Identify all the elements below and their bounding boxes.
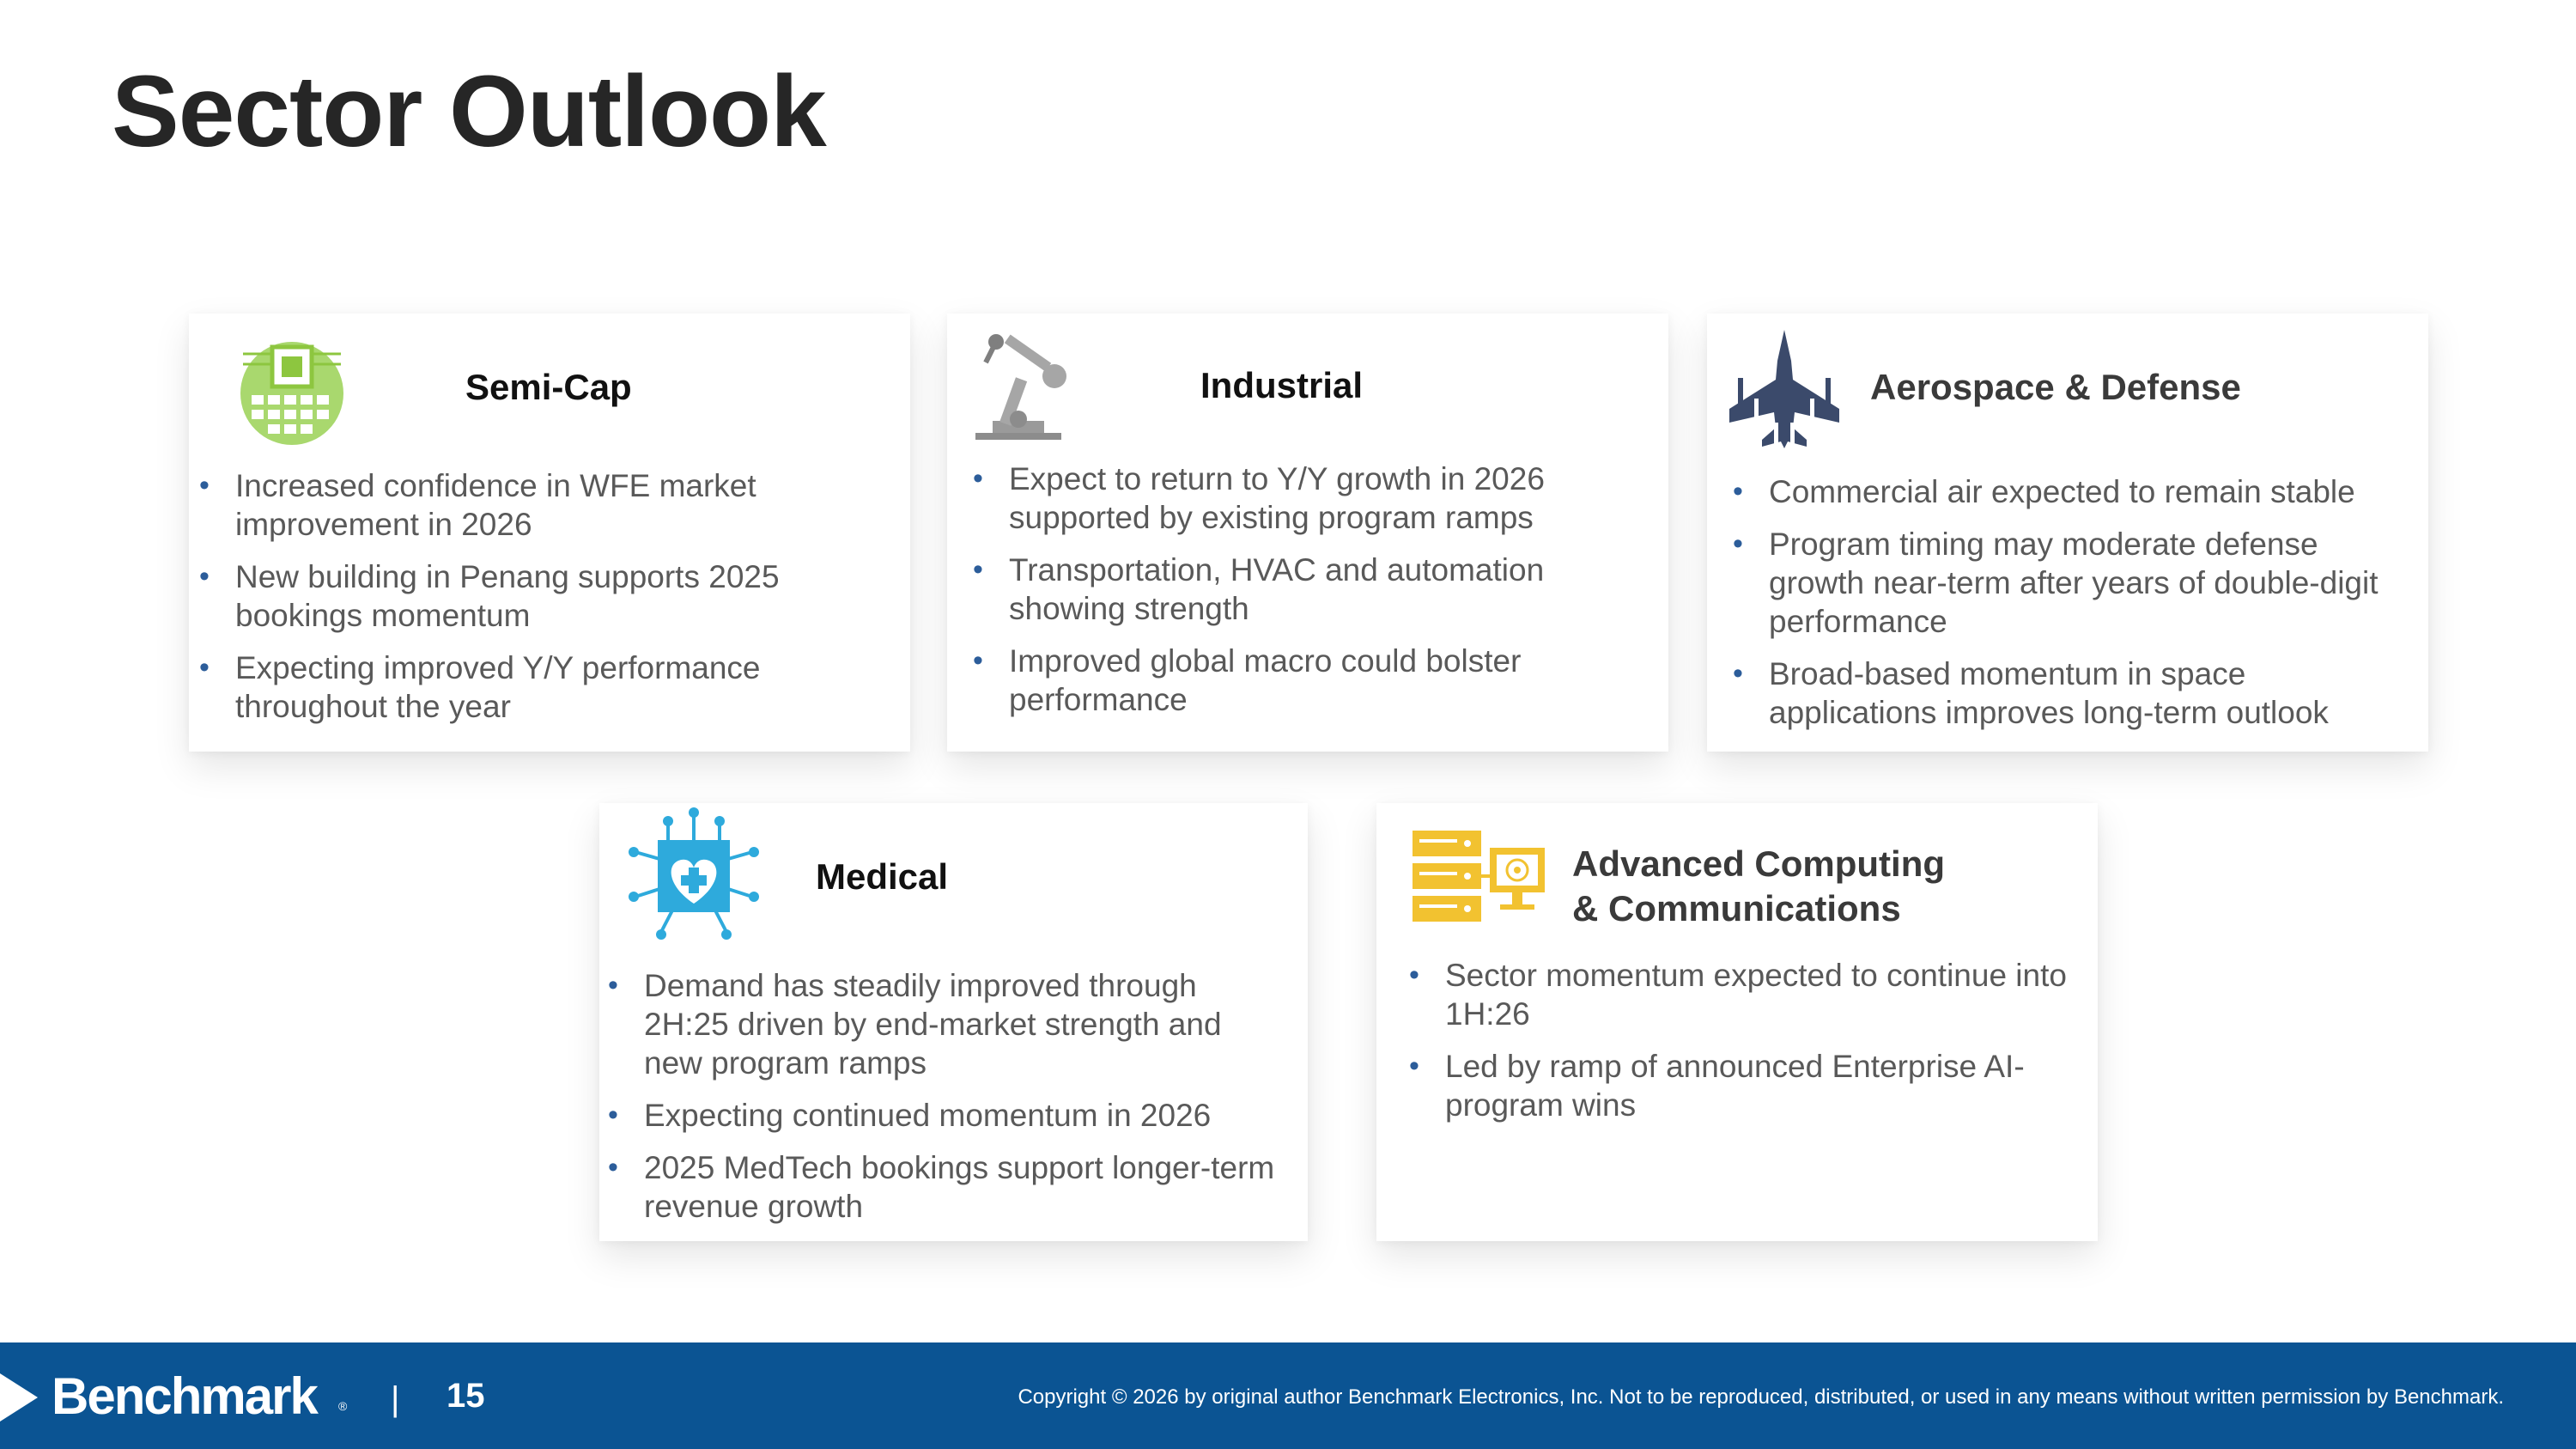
bullet-item: • Expect to return to Y/Y growth in 2026 supported by existing program ramps [973,460,1643,537]
card-semicap [189,314,910,752]
bullet-item: • Sector momentum expected to continue into 1H:26 [1409,956,2087,1033]
bullet-item: • Led by ramp of announced Enterprise AI-program wins [1409,1047,2087,1124]
fighter-jet-icon [1724,326,1844,451]
bullet-item: • Improved global macro could bolster performance [973,642,1643,719]
bullet-item: • Increased confidence in WFE market improvement in 2026 [199,466,869,544]
benchmark-logo-arrow-icon [0,1373,39,1422]
bullet-item: • Commercial air expected to remain stable [1733,472,2411,511]
bullet-list [1733,472,2411,746]
benchmark-logo[interactable]: Benchmark [52,1367,317,1425]
card-title: Medical [816,856,949,897]
card-aerospace [1707,314,2428,752]
bullet-item: • Broad-based momentum in space applications improves long-term outlook [1733,654,2411,732]
card-medical [599,803,1308,1241]
page-title: Sector Outlook [112,55,826,168]
card-title-line1: Advanced Computing [1572,843,1946,884]
bullet-item: • New building in Penang supports 2025 bookings momentum [199,557,869,635]
copyright-text: Copyright © 2026 by original author Benchmark Electronics, Inc. Not to be reproduced, distributed, or used in any means without written permission by Benchmark. [1018,1385,2504,1409]
bullet-item: • Demand has steadily improved through 2H:25 driven by end-market strength and new program ramps [608,966,1286,1082]
card-title: Semi-Cap [465,367,632,407]
robotic-arm-icon [969,326,1080,447]
bullet-item: • 2025 MedTech bookings support longer-term revenue growth [608,1148,1286,1226]
bullet-list [973,460,1643,733]
bullet-item: • Program timing may moderate defense growth near-term after years of double-digit performance [1733,525,2411,641]
bullet-item: • Transportation, HVAC and automation showing strength [973,551,1643,628]
card-title: Aerospace & Defense [1870,367,2241,407]
page-number: 15 [447,1377,485,1415]
card-title: Industrial [1200,365,1364,405]
bullet-list [199,466,869,740]
server-monitor-icon [1411,829,1552,932]
card-industrial [947,314,1668,752]
semiconductor-chip-icon [236,335,348,447]
bullet-item: • Expecting continued momentum in 2026 [608,1096,1286,1135]
footer-separator: | [391,1380,400,1418]
bullet-list [1409,956,2087,1138]
footer-bar [0,1342,2576,1449]
card-title-line2: & Communications [1572,888,1901,928]
medical-heart-circuit-icon [625,807,762,945]
bullet-item: • Expecting improved Y/Y performance throughout the year [199,648,869,726]
logo-registered-mark: ® [338,1399,348,1413]
card-computing [1376,803,2098,1241]
bullet-list [608,966,1286,1239]
